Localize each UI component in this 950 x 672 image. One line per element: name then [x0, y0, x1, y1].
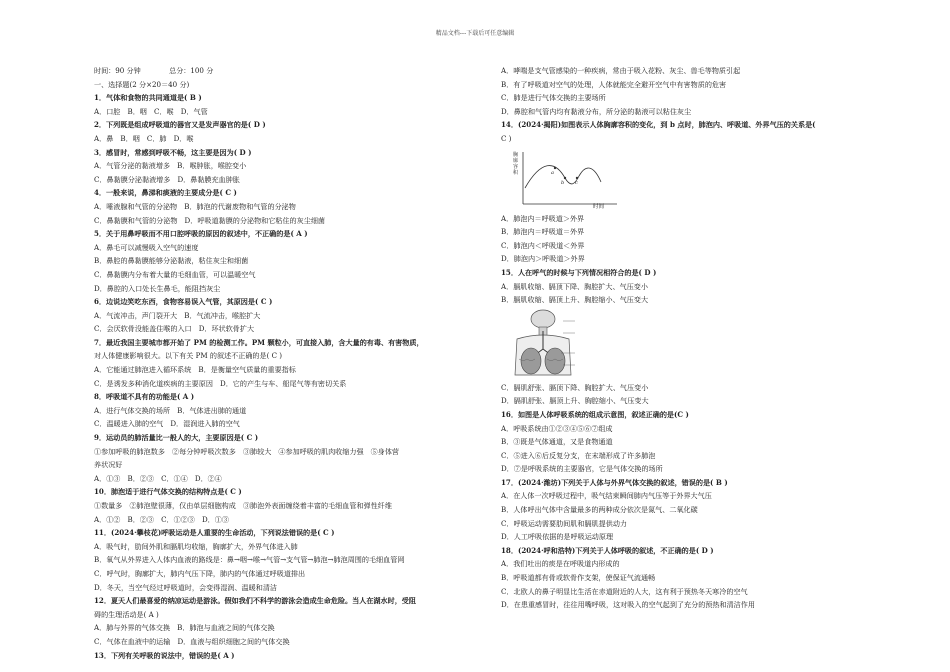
- left-question-stem: 11．(2024·攀枝花)呼吸运动是人重要的生命活动，下列说法错误的是( C ): [94, 528, 335, 538]
- left-text-line: C．鼻黏膜内分布着大量的毛细血管，可以温暖空气: [94, 269, 256, 279]
- left-text-line: ①参加呼吸的肺泡数多 ②每分钟呼吸次数多 ③肺较大 ④参加呼吸的肌肉收缩力强 ⑤身体营: [94, 446, 400, 456]
- right-text-line: A．膈肌收缩、膈顶下降、胸腔扩大、气压变小: [501, 281, 648, 291]
- right-text-line: B．肺泡内＝呼吸道＝外界: [501, 227, 585, 237]
- left-text-line: 碍的生理活动是( A ): [94, 609, 159, 619]
- left-question-stem: 12．夏天人们最喜爱的纳凉运动是游泳。假如我们不科学的游泳会造成生命危险。当人在湖水时，受阻: [94, 596, 416, 606]
- left-text-line: C．气体在血液中的运输 D．血液与组织细胞之间的气体交换: [94, 636, 290, 646]
- chest-volume-graph: [513, 148, 621, 210]
- left-text-line: A．肺与外界的气体交换 B．肺泡与血液之间的气体交换: [94, 623, 275, 633]
- left-text-line: A．气管分泌的黏液增多 B．喉肿胀，喉腔变小: [94, 161, 247, 171]
- left-text-line: C．鼻黏膜和气管的分泌物 D．呼吸道黏膜的分泌物和它粘住的灰尘细菌: [94, 215, 326, 225]
- right-text-line: C．肺是进行气体交换的主要场所: [501, 93, 606, 103]
- left-text-line: A．口腔 B．咽 C．喉 D．气管: [94, 106, 208, 116]
- left-text-line: A．①② B．②③ C．①②③ D．①③: [94, 514, 229, 524]
- right-text-line: C．北欧人的鼻子明显比生活在赤道附近的人大，这有利于预热冬天寒冷的空气: [501, 586, 748, 596]
- right-question-stem: 14．(2024·揭阳)如图表示人体胸廓容积的变化，到 b 点时，肺泡内、呼吸道、外界气压的关系是(: [501, 120, 816, 130]
- right-text-line: A．呼吸系统由①②③④⑤⑥⑦组成: [501, 423, 613, 433]
- left-question-stem: 4．一般来说，鼻涕和痰液的主要成分是( C ): [94, 188, 237, 198]
- right-text-line: A．哮喘是支气管感染的一种疾病，常由于吸入花粉、灰尘、兽毛等物质引起: [501, 66, 741, 75]
- left-text-line: A．鼻毛可以减慢吸入空气的速度: [94, 242, 199, 252]
- left-text-line: D．冬天，当空气经过呼吸道时，会变得湿润、温暖和清洁: [94, 582, 278, 592]
- right-text-line: B．呼吸道都有骨或软骨作支架，使保证气流通畅: [501, 573, 656, 583]
- question-block-14-15: [501, 212, 893, 307]
- left-text-line: 一、选择题(2 分×20＝40 分): [94, 79, 190, 89]
- point-a-label: a: [551, 169, 554, 176]
- left-text-line: 对人体健康影响很大。以下有关 PM 的叙述不正确的是( C ): [94, 351, 283, 361]
- right-text-line: B．③既是气体通道，又是食物通道: [501, 437, 613, 447]
- left-text-line: B．鼻腔的鼻黏膜能够分泌黏液，粘住灰尘和细菌: [94, 256, 249, 266]
- page-header: 精品文档---下载后可任意编辑: [435, 30, 515, 37]
- point-b-label: b: [561, 179, 565, 186]
- right-text-line: D．⑦是呼吸系统的主要器官，它是气体交换的场所: [501, 464, 663, 474]
- right-text-line: B．人体呼出气体中含量最多的两种成分依次是氮气、二氧化碳: [501, 505, 698, 515]
- right-text-line: A．在人体一次呼吸过程中，吸气结束瞬间肺内气压等于外界大气压: [501, 491, 712, 501]
- respiratory-system-figure: [513, 309, 579, 377]
- question-block-15-18: [501, 381, 893, 612]
- left-question-stem: 9．运动员的肺活量比一般人的大，主要原因是( C ): [94, 433, 259, 443]
- left-question-stem: 5．关于用鼻呼吸而不用口腔呼吸的原因的叙述中，不正确的是( A ): [94, 229, 308, 239]
- right-text-line: C ): [501, 133, 512, 143]
- left-text-line: B．氧气从外界进入人体内血液的路线是：鼻→咽→喉→气管→支气管→肺泡→肺泡周围的毛细血管网: [94, 555, 405, 565]
- graph-axes: [513, 148, 621, 210]
- right-text-line: C．⑤进入⑥后反复分支，在末端形成了许多肺泡: [501, 450, 656, 460]
- left-text-line: C．温暖进入肺的空气 D．湿润进入肺的空气: [94, 419, 240, 429]
- point-c-label: c: [575, 179, 578, 186]
- left-text-line: D．鼻腔的入口处长生鼻毛，能阻挡灰尘: [94, 283, 221, 293]
- left-question-stem: 3．感冒时，常感到呼吸不畅，这主要是因为( D ): [94, 147, 252, 157]
- left-question-stem: 10．肺泡适于进行气体交换的结构特点是( C ): [94, 487, 242, 497]
- left-question-stem: 2．下列既是组成呼吸道的器官又是发声器官的是( D ): [94, 120, 266, 130]
- left-question-stem: 6．边说边笑吃东西，食物容易误入气管，其原因是( C ): [94, 297, 273, 307]
- left-question-stem: 13．下列有关呼吸的说法中，错误的是( A ): [94, 650, 235, 660]
- left-text-line: C．会厌软骨没能盖住喉的入口 D．环状软骨扩大: [94, 324, 255, 334]
- question-block-13-14: [501, 64, 893, 146]
- left-text-line: A．气流冲击，声门裂开大 B．气流冲击，喉腔扩大: [94, 310, 261, 320]
- right-text-line: B．膈肌收缩、膈顶上升、胸腔缩小、气压变大: [501, 295, 649, 305]
- right-question-stem: 16．如图是人体呼吸系统的组成示意图，叙述正确的是(C ): [501, 409, 689, 419]
- left-text-line: C．是诱发多种消化道疾病的主要原因 D．它的产生与车、船尾气等有密切关系: [94, 378, 347, 388]
- left-column: [94, 64, 486, 662]
- left-text-line: A．进行气体交换的场所 B．气体进出肺的通道: [94, 405, 247, 415]
- left-text-line: A．吸气时，肋间外肌和膈肌均收缩，胸廓扩大，外界气体进入肺: [94, 541, 298, 551]
- left-text-line: A．鼻 B．咽 C．肺 D．喉: [94, 133, 194, 143]
- right-text-line: D．在患重感冒时，往往用嘴呼吸，这对吸入的空气起到了充分的预热和清洁作用: [501, 600, 755, 610]
- left-text-line: 时间：90 分钟 总分：100 分: [94, 66, 214, 75]
- left-text-line: 养状况好: [94, 460, 123, 470]
- right-column: [501, 64, 893, 612]
- graph-xlabel: 时间: [593, 203, 605, 210]
- right-question-stem: 15．人在呼气的时候与下列情况相符合的是( D ): [501, 267, 657, 277]
- left-text-line: ①数量多 ②肺泡壁很薄，仅由单层细胞构成 ③肺泡外表面缠绕着丰富的毛细血管和弹性纤维: [94, 501, 392, 510]
- left-text-line: A．唾液腺和气管的分泌物 B．肺泡的代谢废物和气管的分泌物: [94, 201, 296, 211]
- left-text-line: C．鼻黏膜分泌黏液增多 D．鼻黏膜充血肿胀: [94, 174, 240, 184]
- right-text-line: C．呼吸运动需要肋间肌和膈肌提供动力: [501, 518, 628, 528]
- right-text-line: C．肺泡内＜呼吸道＜外界: [501, 240, 585, 250]
- right-text-line: B．有了呼吸道对空气的处理，人体就能完全避开空气中有害物质的危害: [501, 79, 727, 89]
- respiratory-diagram: [513, 309, 579, 377]
- right-text-line: D．人工呼吸依据的是呼吸运动原理: [501, 532, 614, 542]
- right-text-line: D．膈肌舒张、膈顶上升、胸腔缩小、气压变大: [501, 396, 649, 406]
- right-text-line: C．膈肌舒张、膈顶下降、胸腔扩大、气压变小: [501, 382, 649, 392]
- right-text-line: D．鼻腔和气管内均有黏液分布，所分泌的黏液可以粘住灰尘: [501, 106, 692, 116]
- left-text-line: A．它能通过肺泡进入循环系统 B．是衡量空气质量的重要指标: [94, 365, 296, 375]
- right-text-line: A．我们吐出的痰是在呼吸道内形成的: [501, 559, 620, 569]
- left-text-line: C．呼气时，胸廓扩大，肺内气压下降，肺内的气体通过呼吸道排出: [94, 568, 306, 578]
- right-question-stem: 17．(2024·潍坊)下列关于人体与外界气体交换的叙述，错误的是( B ): [501, 477, 728, 487]
- left-question-stem: 1．气体和食物的共同通道是( B ): [94, 93, 202, 103]
- left-question-stem: 8．呼吸道不具有的功能是( A ): [94, 392, 195, 402]
- left-text-line: A．①③ B．②③ C．①④ D．②④: [94, 473, 222, 483]
- graph-ylabel: 胸廓容积: [513, 151, 519, 176]
- right-text-line: D．肺泡内＞呼吸道＞外界: [501, 254, 585, 264]
- right-text-line: A．肺泡内＝呼吸道＞外界: [501, 213, 585, 223]
- left-question-stem: 7．最近我国主要城市都开始了 PM 的检测工作。PM 颗粒小，可直接入肺，含大量的有毒、有害物质，: [94, 337, 424, 347]
- right-question-stem: 18．(2024·呼和浩特)下列关于人体呼吸的叙述，不正确的是( D ): [501, 545, 714, 555]
